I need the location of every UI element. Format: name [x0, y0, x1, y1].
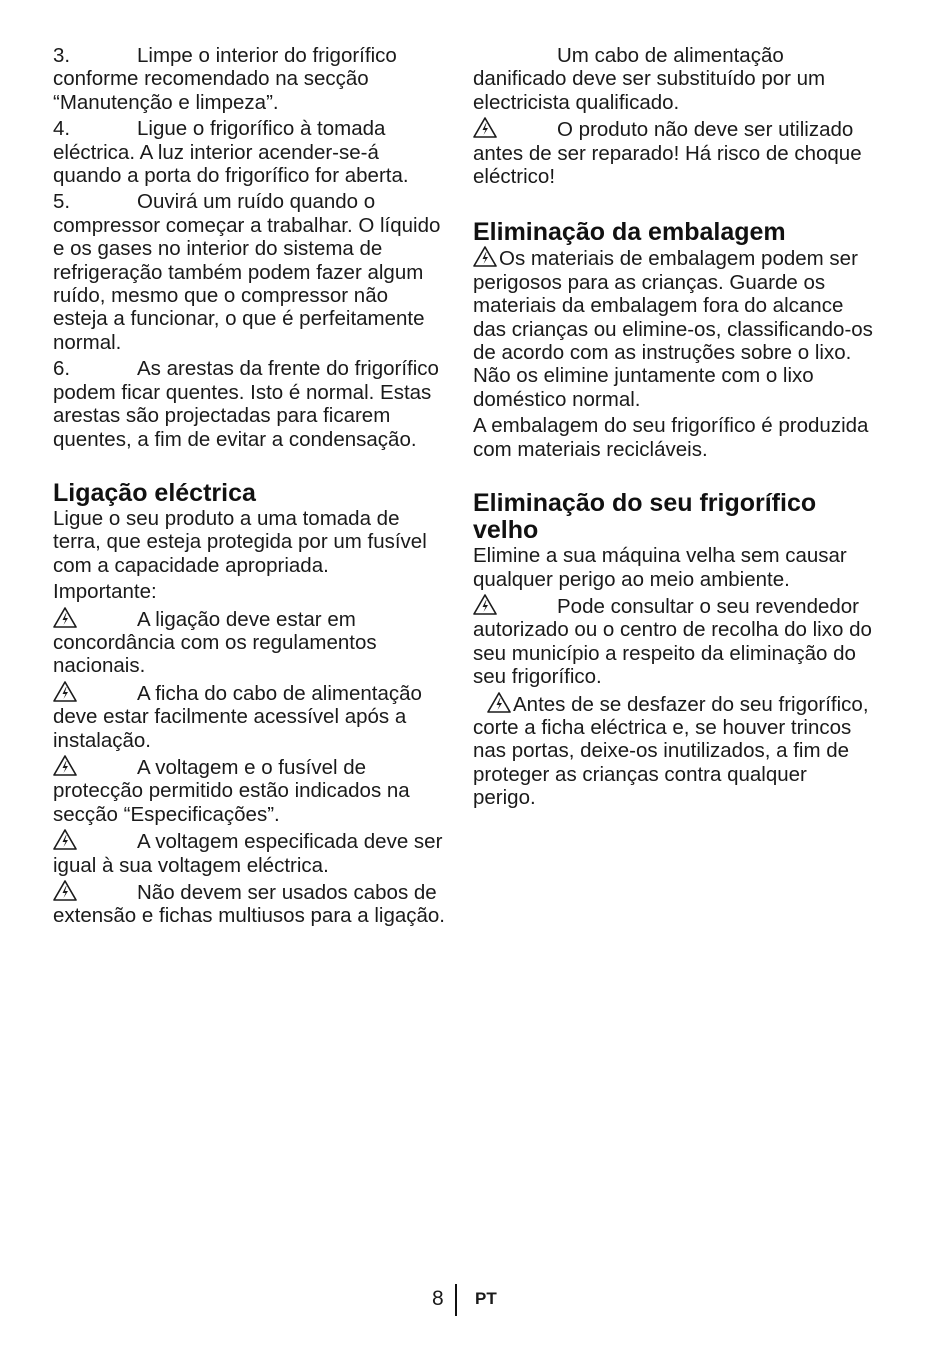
warning-text: A voltagem especificada deve ser igual à sua voltagem eléctrica. — [53, 830, 443, 877]
left-column — [53, 44, 448, 931]
step-text: Limpe o interior do frigorífico conforme recomendado na secção “Manutenção e limpeza”. — [53, 44, 397, 114]
step-number: 5. — [53, 190, 71, 214]
step-text: Ligue o frigorífico à tomada eléctrica. A luz interior acender-se-á quando a porta do frigorífico for aberta. — [53, 117, 409, 188]
packaging-warning — [473, 246, 873, 411]
warning-text: A ligação deve estar em concordância com os regulamentos nacionais. — [53, 607, 377, 678]
old-fridge-intro: Elimine a sua máquina velha sem causar qualquer perigo ao meio ambiente. — [473, 544, 847, 591]
step-4 — [53, 117, 448, 187]
warning-triangle-icon — [53, 755, 137, 779]
warning-triangle-icon — [53, 681, 137, 705]
footer-divider — [455, 1284, 457, 1316]
step-6 — [53, 357, 448, 451]
old-fridge-warning — [473, 594, 873, 689]
page-number: 8 — [432, 1287, 444, 1310]
step-text: As arestas da frente do frigorífico podem ficar quentes. Isto é normal. Estas arestas são projectadas para ficarem quentes, a fim de evitar a condensação. — [53, 357, 439, 451]
old-fridge-heading: Eliminação do seu frigorífico velho — [473, 489, 817, 545]
step-3 — [53, 44, 448, 114]
electrical-intro: Ligue o seu produto a uma tomada de terra, que esteja protegida por um fusível com a capacidade apropriada. — [53, 506, 427, 577]
electrical-warning — [53, 681, 448, 752]
packaging-heading: Eliminação da embalagem — [473, 218, 786, 247]
warning-triangle-icon — [53, 829, 137, 853]
warning-triangle-icon — [473, 246, 499, 270]
page-footer — [0, 1284, 950, 1316]
warning-triangle-icon — [53, 607, 137, 631]
warning-triangle-icon — [473, 594, 557, 618]
warning-triangle-icon — [473, 117, 557, 141]
warning-text: A voltagem e o fusível de protecção permitido estão indicados na secção “Especificações”. — [53, 755, 410, 826]
warning-text: Não devem ser usados cabos de extensão e fichas multiusos para a ligação. — [53, 881, 446, 928]
language-code: PT — [475, 1289, 497, 1308]
step-5 — [53, 190, 448, 354]
step-number: 3. — [53, 44, 71, 67]
warning-text: Antes de se desfazer do seu frigorífico, corte a ficha eléctrica e, se houver trincos nas portas, deixe-os inutilizados, a fim de proteger as crianças contra qualquer perigo. — [473, 692, 869, 810]
packaging-note: A embalagem do seu frigorífico é produzida com materiais recicláveis. — [473, 414, 869, 461]
warning-triangle-icon — [487, 692, 513, 716]
cable-warning — [473, 117, 873, 188]
warning-text: Pode consultar o seu revendedor autorizado ou o centro de recolha do lixo do seu município a respeito da eliminação do seu frigorífico. — [473, 594, 872, 689]
electrical-warning — [53, 880, 448, 928]
step-text: Ouvirá um ruído quando o compressor começar a trabalhar. O líquido e os gases no interior do sistema de refrigeração também podem fazer algum ruído, mesmo que o compressor não esteja a funcionar, o que é perfeitamente normal. — [53, 190, 441, 354]
cable-text-body: Um cabo de alimentação danificado deve ser substituído por um electricista qualificado. — [473, 44, 826, 114]
important-label: Importante: — [53, 580, 157, 604]
warning-text: O produto não deve ser utilizado antes de ser reparado! Há risco de choque eléctrico! — [473, 118, 862, 189]
right-column — [473, 44, 873, 813]
warning-text: A ficha do cabo de alimentação deve estar facilmente acessível após a instalação. — [53, 681, 422, 752]
warning-text: Os materiais de embalagem podem ser perigosos para as crianças. Guarde os materiais da embalagem fora do alcance das crianças ou elimine-os, classificando-os de acordo com as instruções sobre o lixo. Não os elimine juntamente com o lixo doméstico normal. — [473, 247, 873, 411]
electrical-warning — [53, 607, 448, 678]
step-number: 4. — [53, 117, 71, 141]
electrical-heading: Ligação eléctrica — [53, 478, 256, 507]
electrical-warning — [53, 829, 448, 877]
cable-text — [473, 44, 873, 114]
old-fridge-warning — [473, 692, 873, 810]
step-number: 6. — [53, 357, 71, 381]
warning-triangle-icon — [53, 880, 137, 904]
electrical-warning — [53, 755, 448, 826]
